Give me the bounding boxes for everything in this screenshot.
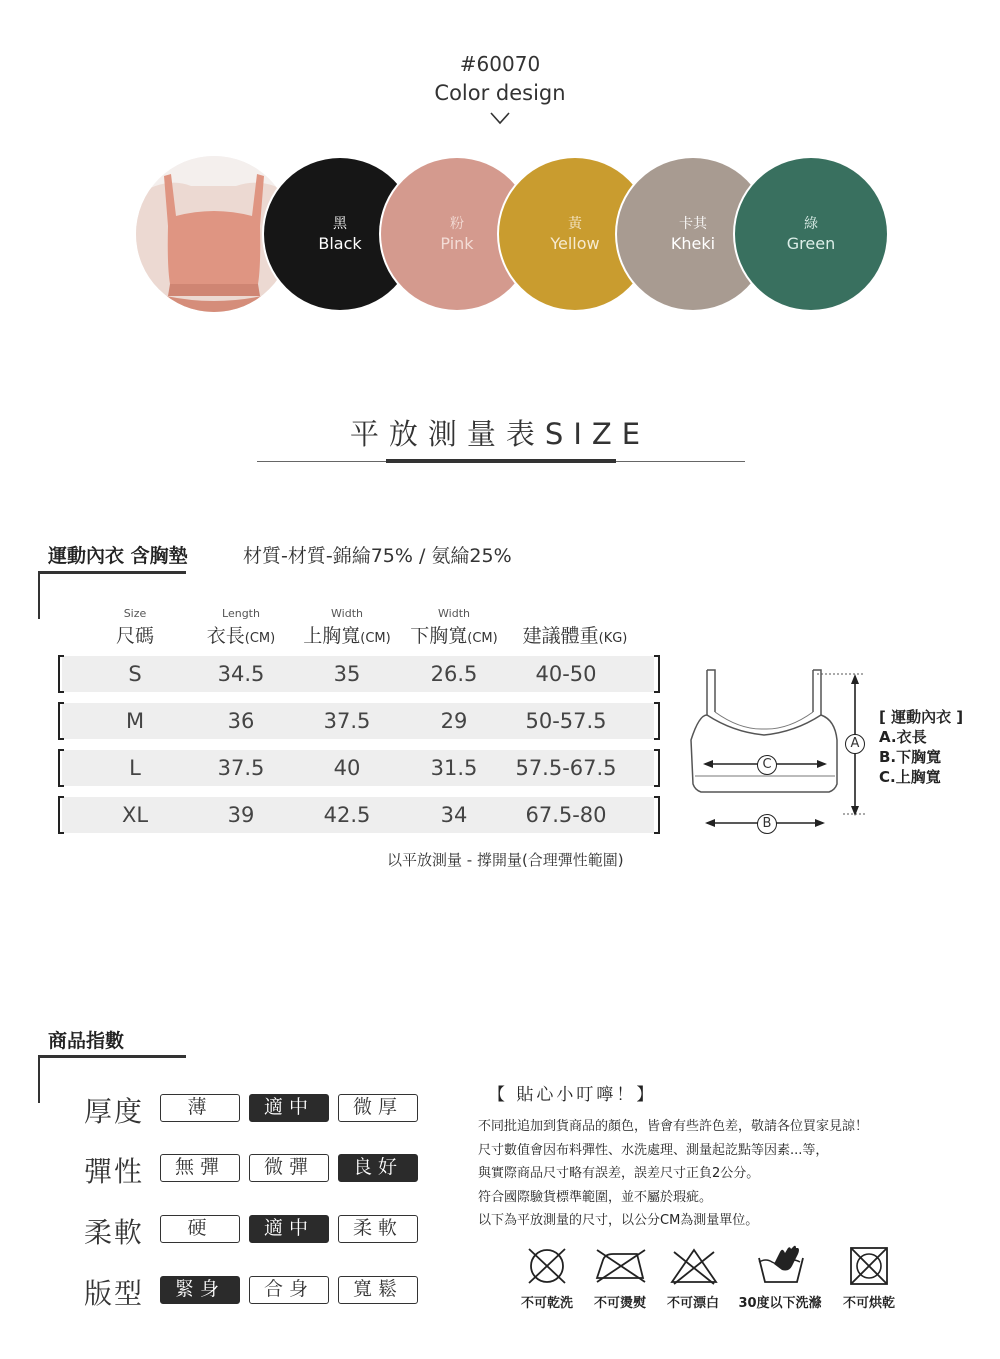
index-option: 寬鬆 [338, 1276, 418, 1304]
column-header-label: 下胸寬 [410, 625, 468, 647]
material-info: 材質-材質-錦綸75% / 氨綸25% [243, 545, 512, 567]
color-swatch-green[interactable] [735, 158, 887, 310]
table-cell: 57.5-67.5 [515, 756, 617, 780]
swatch-name-zh: 卡其 [679, 216, 707, 232]
product-code: #60070 [459, 52, 541, 76]
care-label: 不可烘乾 [842, 1296, 895, 1311]
index-row-label: 柔軟 [84, 1216, 145, 1249]
table-cell: 37.5 [323, 709, 371, 733]
row-bracket-left [58, 702, 64, 740]
reminder-line: 尺寸數值會因布料彈性、水洗處理、測量起訖點等因素...等， [478, 1143, 829, 1158]
swatch-name-zh: 黑 [333, 216, 347, 232]
index-option-selected: 緊身 [160, 1276, 240, 1304]
section-corner-line [38, 571, 40, 619]
table-cell: 50-57.5 [525, 709, 607, 733]
row-bracket-left [58, 796, 64, 834]
row-bracket-left [58, 655, 64, 693]
index-option: 無彈 [160, 1154, 240, 1182]
index-option-selected: 適中 [249, 1094, 329, 1122]
diagram-legend-a: A.衣長 [879, 728, 927, 746]
section-underline [38, 571, 186, 574]
table-cell: 40-50 [535, 662, 597, 686]
row-bracket-right [654, 702, 660, 740]
table-cell: S [128, 662, 142, 686]
table-cell: 42.5 [323, 803, 371, 827]
swatch-name-en: Pink [440, 234, 474, 253]
table-cell: 36 [227, 709, 255, 733]
measure-note: 以平放測量 - 撐開量(合理彈性範圍) [387, 851, 624, 869]
column-header [505, 621, 645, 648]
swatch-name-en: Black [318, 234, 362, 253]
table-cell: 35 [333, 662, 361, 686]
index-row-label: 厚度 [84, 1095, 145, 1128]
index-title: 商品指數 [48, 1030, 125, 1052]
swatch-name-zh: 黃 [568, 216, 582, 232]
index-option: 合身 [249, 1276, 329, 1304]
row-bracket-right [654, 749, 660, 787]
index-option-selected: 適中 [249, 1215, 329, 1243]
color-design-label: Color design [434, 81, 566, 105]
table-cell: 67.5-80 [525, 803, 607, 827]
column-header-unit: (CM) [467, 631, 498, 646]
table-cell: 37.5 [217, 756, 265, 780]
swatch-name-zh: 粉 [450, 216, 464, 232]
index-option: 微厚 [338, 1094, 418, 1122]
index-option: 微彈 [249, 1154, 329, 1182]
no-bleach-icon [668, 1246, 720, 1286]
column-header-label: 上胸寬 [303, 625, 361, 647]
index-option: 柔軟 [338, 1215, 418, 1243]
table-cell: XL [121, 803, 149, 827]
care-label: 30度以下洗滌 [738, 1296, 822, 1311]
reminder-title: 【 貼心小叮嚀！】 [488, 1085, 657, 1105]
index-option-selected: 良好 [338, 1154, 418, 1182]
column-header-unit: (CM) [244, 631, 276, 646]
swatch-name-en: Yellow [550, 234, 600, 253]
index-option: 硬 [160, 1215, 240, 1243]
column-header-unit: (CM) [360, 631, 391, 646]
table-cell: M [125, 709, 145, 733]
column-header-en: Size [123, 607, 147, 620]
table-cell: 34.5 [217, 662, 265, 686]
column-header [384, 621, 524, 648]
no-iron-icon [593, 1248, 647, 1284]
row-bracket-right [654, 655, 660, 693]
table-cell: 29 [440, 709, 468, 733]
index-corner-line [38, 1055, 40, 1103]
index-option: 薄 [160, 1094, 240, 1122]
index-row-label: 彈性 [84, 1155, 145, 1188]
care-label: 不可漂白 [666, 1296, 719, 1311]
column-header-en: Width [438, 607, 470, 620]
table-cell: L [129, 756, 141, 780]
column-header-en: Length [222, 607, 260, 620]
swatch-name-en: Kheki [670, 234, 716, 253]
table-cell: 40 [333, 756, 361, 780]
diagram-legend-c: C.上胸寬 [879, 768, 941, 786]
reminder-line: 與實際商品尺寸略有誤差，誤差尺寸正負2公分。 [478, 1166, 760, 1181]
diagram-legend-b: B.下胸寬 [879, 748, 942, 766]
table-cell: 26.5 [430, 662, 478, 686]
title-underline [386, 459, 616, 463]
size-table-title: 平放測量表SIZE [349, 417, 651, 451]
column-header-label: 尺碼 [115, 625, 154, 647]
diagram-legend-title: [ 運動內衣 ] [879, 708, 964, 726]
care-label: 不可燙熨 [593, 1296, 646, 1311]
column-header-en: Width [331, 607, 363, 620]
hand-wash-30-icon [756, 1244, 806, 1286]
index-underline [38, 1055, 186, 1058]
marker-b: B [757, 814, 777, 834]
row-bracket-left [58, 749, 64, 787]
no-dry-clean-icon [525, 1246, 569, 1286]
column-header-label: 建議體重 [522, 625, 599, 647]
swatch-name-zh: 綠 [804, 216, 818, 232]
table-cell: 31.5 [430, 756, 478, 780]
no-tumble-dry-icon [848, 1245, 890, 1287]
index-row-label: 版型 [84, 1277, 145, 1310]
column-header-unit: (KG) [598, 631, 628, 646]
marker-c: C [757, 755, 777, 775]
table-cell: 34 [440, 803, 468, 827]
care-label: 不可乾洗 [520, 1296, 573, 1311]
reminder-line: 以下為平放測量的尺寸，以公分CM為測量單位。 [478, 1213, 759, 1228]
chevron-down-icon [489, 110, 511, 126]
product-name: 運動內衣 含胸墊 [48, 545, 188, 567]
reminder-line: 符合國際驗貨標準範圍，並不屬於瑕疵。 [478, 1190, 713, 1205]
marker-a: A [845, 734, 865, 754]
reminder-line: 不同批追加到貨商品的顏色，皆會有些許色差，敬請各位買家見諒！ [478, 1119, 869, 1134]
table-cell: 39 [227, 803, 255, 827]
column-header-label: 衣長 [206, 625, 245, 647]
swatch-name-en: Green [786, 234, 836, 253]
row-bracket-right [654, 796, 660, 834]
